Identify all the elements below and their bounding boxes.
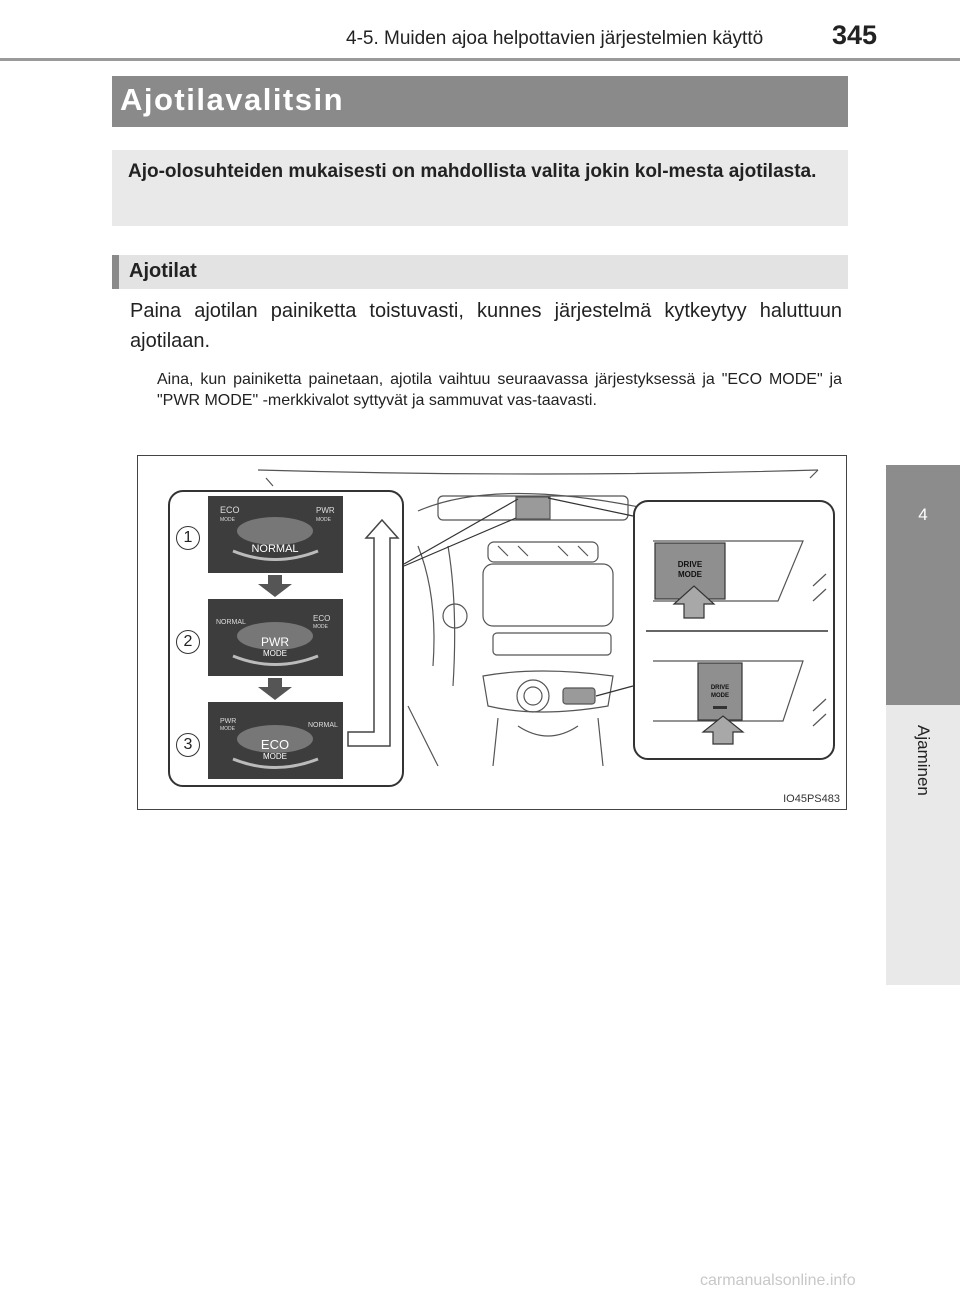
callout-3: 3 bbox=[176, 733, 200, 757]
callout-1: 1 bbox=[176, 526, 200, 550]
instruction-text: Paina ajotilan painiketta toistuvasti, kunnes järjestelmä kytkeytyy haluttuun ajotilaan. bbox=[130, 300, 842, 352]
figure-code: IO45PS483 bbox=[783, 793, 840, 805]
button-label-line2: MODE bbox=[678, 570, 702, 579]
panel2-top-right-sub: MODE bbox=[313, 624, 328, 630]
panel2-main-sub: MODE bbox=[263, 649, 287, 658]
button-side-label-line2: MODE bbox=[711, 693, 729, 699]
watermark: carmanualsonline.info bbox=[700, 1272, 856, 1289]
panel3-main: ECO bbox=[260, 737, 290, 752]
panel2-top-right: ECO bbox=[313, 614, 331, 623]
chapter-label bbox=[886, 705, 960, 985]
panel3-top-left-sub: MODE bbox=[220, 726, 235, 732]
note-text: Aina, kun painiketta painetaan, ajotila vaihtuu seuraavassa järjestyksessä ja "ECO MODE" ja "PWR MODE" -merkkivalot syttyvät ja sammuvat vas-taavasti. bbox=[157, 371, 842, 409]
header-divider bbox=[0, 58, 960, 61]
panel1-top-left-sub: MODE bbox=[220, 517, 235, 523]
connector-lines bbox=[404, 498, 633, 696]
chapter-tab[interactable] bbox=[886, 465, 960, 705]
panel1-top-left: ECO bbox=[220, 505, 240, 515]
panel2-top-left: NORMAL bbox=[216, 619, 246, 626]
panel3-top-right: NORMAL bbox=[308, 722, 338, 729]
button-side-label-line1: DRIVE bbox=[710, 685, 730, 691]
intro-text: Ajo-olosuhteiden mukaisesti on mahdollista valita jokin kol-mesta ajotilasta. bbox=[128, 161, 817, 182]
button-indicator bbox=[713, 706, 727, 709]
panel1-top-right-sub: MODE bbox=[316, 517, 331, 523]
callout-2: 2 bbox=[176, 630, 200, 654]
panel2-main: PWR bbox=[261, 635, 289, 649]
drive-mode-button-side[interactable] bbox=[698, 663, 742, 720]
drive-mode-figure bbox=[137, 455, 847, 810]
panel3-top-left: PWR bbox=[220, 718, 237, 725]
panel1-main: NORMAL bbox=[251, 543, 299, 555]
header-section-title: 4-5. Muiden ajoa helpottavien järjestelmien käyttö bbox=[346, 28, 764, 49]
intro-box bbox=[112, 150, 848, 226]
section-heading-text: Ajotilat bbox=[129, 260, 197, 282]
page-title: Ajotilavalitsin bbox=[120, 82, 345, 117]
title-bar bbox=[112, 76, 848, 127]
page-number: 345 bbox=[832, 20, 878, 50]
section-heading-bar bbox=[112, 255, 119, 289]
button-label-line1: DRIVE bbox=[677, 560, 703, 569]
section-heading bbox=[112, 255, 848, 289]
figure-illustration bbox=[138, 456, 846, 809]
panel1-top-right: PWR bbox=[316, 506, 335, 515]
panel3-main-sub: MODE bbox=[263, 752, 287, 761]
chapter-name: Ajaminen bbox=[914, 725, 933, 796]
chapter-number: 4 bbox=[918, 505, 928, 524]
